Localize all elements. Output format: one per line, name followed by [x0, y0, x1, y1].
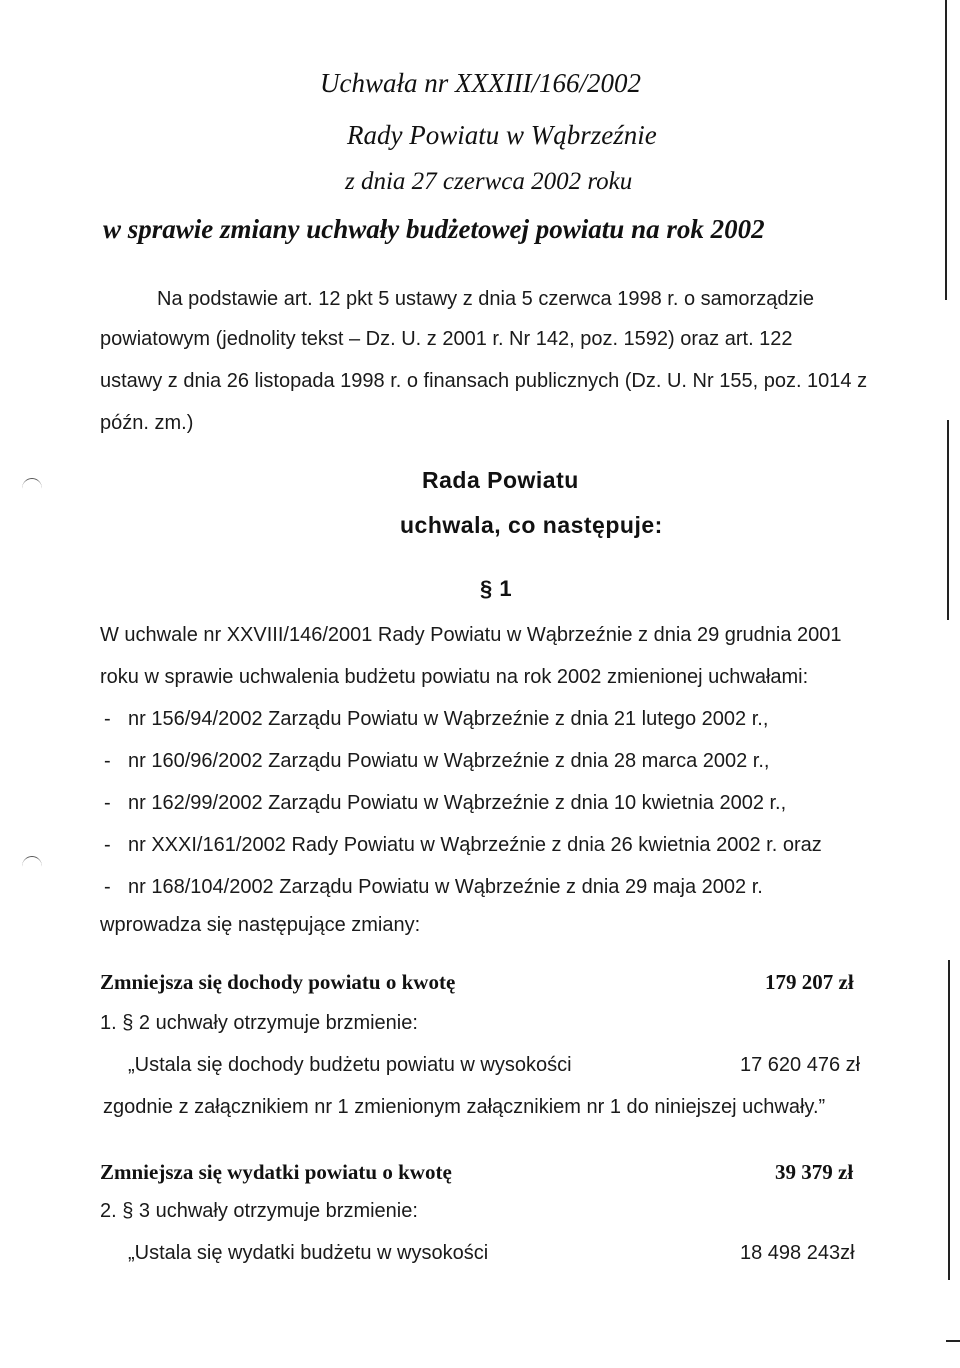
section-symbol: § 1	[480, 576, 513, 601]
amendment-dash: -	[104, 792, 111, 814]
section-intro-line: roku w sprawie uchwalenia budżetu powiatu na rok 2002 zmienionej uchwałami:	[100, 666, 809, 688]
income-item: 1. § 2 uchwały otrzymuje brzmienie:	[100, 1012, 418, 1034]
amendment-dash: -	[104, 708, 111, 730]
punch-hole-mark	[22, 478, 42, 499]
preamble-line: powiatowym (jednolity tekst – Dz. U. z 2001 r. Nr 142, poz. 1592) oraz art. 122	[100, 328, 793, 350]
expenses-item: 2. § 3 uchwały otrzymuje brzmienie:	[100, 1200, 418, 1222]
amendment-dash: -	[104, 834, 111, 856]
expenses-quote-amount: 18 498 243zł	[740, 1242, 855, 1264]
amendment-item: nr 162/99/2002 Zarządu Powiatu w Wąbrzeźnie z dnia 10 kwietnia 2002 r.,	[128, 792, 787, 814]
amendment-item: nr 168/104/2002 Zarządu Powiatu w Wąbrzeźnie z dnia 29 maja 2002 r.	[128, 876, 763, 898]
income-quote-tail: zgodnie z załącznikiem nr 1 zmienionym załącznikiem nr 1 do niniejszej uchwały.”	[103, 1096, 826, 1118]
amendment-dash: -	[104, 750, 111, 772]
expenses-label: Zmniejsza się wydatki powiatu o kwotę	[100, 1160, 452, 1184]
punch-hole-mark	[22, 856, 42, 877]
council-name-title: Rady Powiatu w Wąbrzeźnie	[347, 120, 657, 150]
amendment-item: nr 160/96/2002 Zarządu Powiatu w Wąbrzeźnie z dnia 28 marca 2002 r.,	[128, 750, 770, 772]
scan-edge-line	[948, 960, 950, 1280]
preamble-line: późn. zm.)	[100, 412, 194, 434]
scan-edge-line	[945, 0, 947, 300]
expenses-amount: 39 379 zł	[775, 1160, 854, 1184]
scan-edge-line	[946, 1340, 960, 1342]
section-intro-line: W uchwale nr XXVIII/146/2001 Rady Powiatu w Wąbrzeźnie z dnia 29 grudnia 2001	[100, 624, 842, 646]
changes-intro: wprowadza się następujące zmiany:	[100, 914, 421, 936]
resolves-heading: uchwala, co następuje:	[400, 512, 663, 538]
council-heading: Rada Powiatu	[422, 467, 579, 493]
income-amount: 179 207 zł	[765, 970, 854, 994]
amendment-dash: -	[104, 876, 111, 898]
resolution-subject: w sprawie zmiany uchwały budżetowej powiatu na rok 2002	[103, 214, 765, 244]
income-label: Zmniejsza się dochody powiatu o kwotę	[100, 970, 456, 994]
income-quote-label: „Ustala się dochody budżetu powiatu w wysokości	[128, 1054, 572, 1076]
preamble-line: ustawy z dnia 26 listopada 1998 r. o finansach publicznych (Dz. U. Nr 155, poz. 1014 z	[100, 370, 868, 392]
resolution-number: Uchwała nr XXXIII/166/2002	[320, 68, 641, 98]
preamble-line: Na podstawie art. 12 pkt 5 ustawy z dnia 5 czerwca 1998 r. o samorządzie	[157, 288, 815, 310]
expenses-quote-label: „Ustala się wydatki budżetu w wysokości	[128, 1242, 489, 1264]
amendment-item: nr 156/94/2002 Zarządu Powiatu w Wąbrzeźnie z dnia 21 lutego 2002 r.,	[128, 708, 769, 730]
scan-edge-line	[947, 420, 949, 620]
resolution-date: z dnia 27 czerwca 2002 roku	[345, 168, 633, 195]
amendment-item: nr XXXI/161/2002 Rady Powiatu w Wąbrzeźnie z dnia 26 kwietnia 2002 r. oraz	[128, 834, 822, 856]
income-quote-amount: 17 620 476 zł	[740, 1054, 861, 1076]
